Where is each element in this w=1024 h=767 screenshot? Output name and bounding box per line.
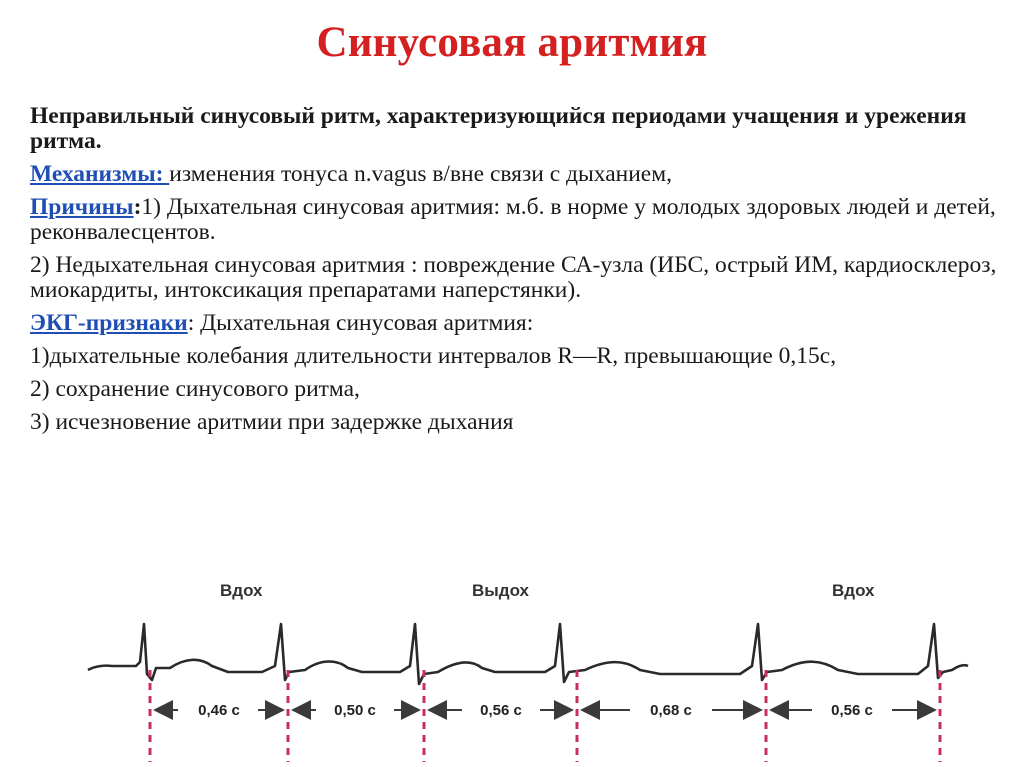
r-wave-markers — [150, 670, 940, 762]
ecg-signs-text: : Дыхательная синусовая аритмия: — [187, 310, 534, 336]
ecg-figure — [0, 562, 1024, 767]
ecg-trace — [88, 624, 968, 684]
interval-label-1: 0,46 с — [198, 702, 240, 719]
ecg-sign-2: 2) сохранение синусового ритма, — [30, 376, 360, 402]
causes-paragraph — [30, 195, 1000, 245]
definition-text: Неправильный синусовый ритм, характеризующийся периодами учащения и урежения ритма. — [30, 103, 967, 154]
mechanisms-label: Механизмы: — [30, 161, 170, 187]
interval-label-3: 0,56 с — [480, 702, 522, 719]
ecg-sign-1: 1)дыхательные колебания длительности интервалов R—R, превышающие 0,15с, — [30, 343, 837, 369]
phase-label-exhale: Выдох — [472, 581, 530, 600]
interval-label-4: 0,68 с — [650, 702, 692, 719]
mechanisms-text: изменения тонуса n.vagus в/вне связи с дыханием, — [169, 161, 672, 187]
phase-label-inhale-2: Вдох — [832, 581, 875, 600]
mechanisms-paragraph — [30, 162, 1000, 187]
phase-label-inhale-1: Вдох — [220, 581, 263, 600]
interval-label-2: 0,50 с — [334, 702, 376, 719]
slide-title: Синусовая аритмия — [316, 19, 708, 66]
slide-body — [30, 104, 1000, 443]
causes-label: Причины — [30, 194, 134, 220]
ecg-signs-label: ЭКГ-признаки — [30, 310, 188, 336]
causes-item-1: 1) Дыхательная синусовая аритмия: м.б. в норме у молодых здоровых людей и детей, реконвалесцентов. — [30, 194, 996, 245]
causes-item-2: 2) Недыхательная синусовая аритмия : повреждение СА-узла (ИБС, острый ИМ, кардиосклероз, миокардиты, интоксикация препаратами наперстянки). — [30, 252, 997, 303]
ecg-sign-3: 3) исчезновение аритмии при задержке дыхания — [30, 409, 514, 435]
ecg-signs-paragraph — [30, 311, 1000, 336]
causes-colon: : — [133, 194, 142, 220]
interval-label-5: 0,56 с — [831, 702, 873, 719]
